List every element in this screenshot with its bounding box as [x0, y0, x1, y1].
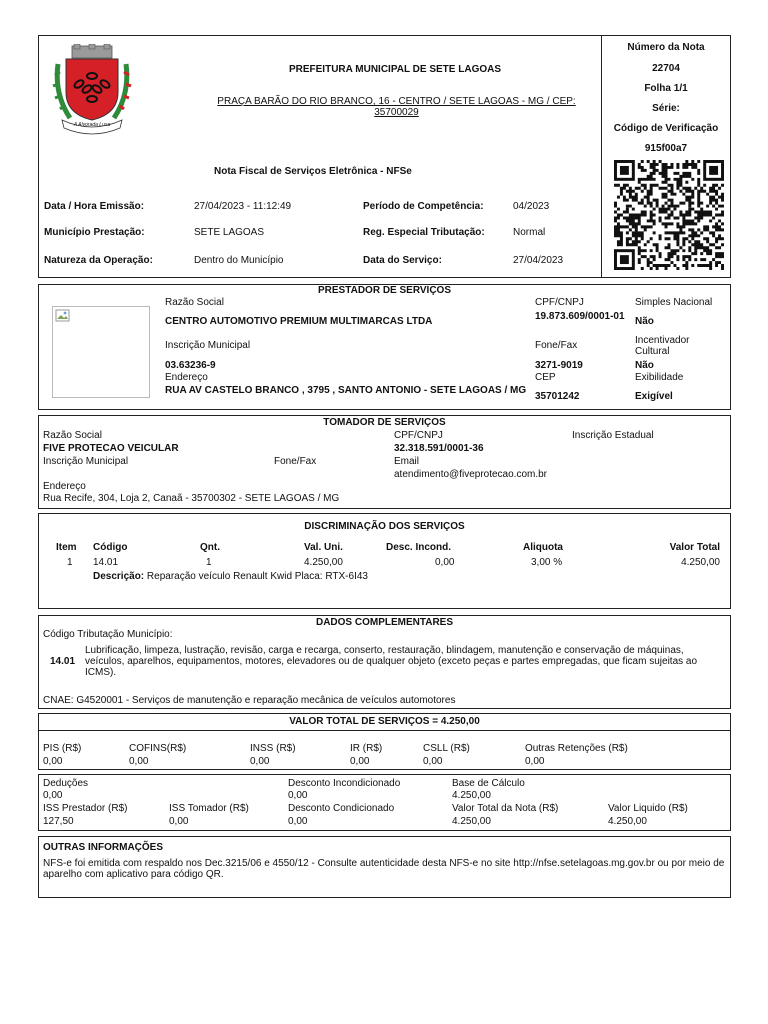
- outras-retencoes-label: Outras Retenções (R$): [525, 743, 628, 754]
- tomador-ie-label: Inscrição Estadual: [572, 430, 654, 441]
- exibilidade-label: Exibilidade: [635, 372, 684, 383]
- tomador-cpf-value: 32.318.591/0001-36: [394, 443, 484, 454]
- complementares-title: DADOS COMPLEMENTARES: [315, 617, 454, 628]
- numero-nota-label: Número da Nota: [627, 42, 705, 53]
- incentivador-value: Não: [635, 360, 654, 371]
- prestador-razao-value: CENTRO AUTOMOTIVO PREMIUM MULTIMARCAS LTDA: [165, 316, 433, 327]
- broken-image-icon: [55, 309, 71, 323]
- row-valortotal: 4.250,00: [681, 557, 720, 568]
- totais-title: VALOR TOTAL DE SERVIÇOS = 4.250,00: [289, 716, 480, 727]
- col-header-valuni: Val. Uni.: [304, 542, 343, 553]
- prestador-razao-label: Razão Social: [165, 297, 224, 308]
- descricao-value: Reparação veículo Renault Kwid Placa: RTX-6I43: [146, 571, 368, 582]
- valor-nota-label: Valor Total da Nota (R$): [452, 803, 559, 814]
- row-valuni: 4.250,00: [304, 557, 343, 568]
- iss-tomador-value: 0,00: [169, 816, 189, 827]
- desc-incond-value: 0,00: [288, 790, 308, 801]
- desc-cond-value: 0,00: [288, 816, 308, 827]
- tomador-razao-value: FIVE PROTECAO VEICULAR: [43, 443, 179, 454]
- col-header-qnt: Qnt.: [200, 542, 220, 553]
- qr-code: [614, 160, 726, 270]
- valor-liquido-value: 4.250,00: [608, 816, 647, 827]
- prestador-endereco-value: RUA AV CASTELO BRANCO , 3795 , SANTO ANTONIO - SETE LAGOAS / MG: [165, 385, 527, 396]
- prestador-cpf-value: 19.873.609/0001-01: [535, 311, 625, 322]
- ir-label: IR (R$): [350, 743, 383, 754]
- data-servico-value: 27/04/2023: [513, 255, 564, 266]
- cnae: CNAE: G4520001 - Serviços de manutenção e reparação mecânica de veículos automotores: [43, 695, 456, 706]
- exibilidade-value: Exigível: [635, 391, 673, 402]
- csll-label: CSLL (R$): [423, 743, 470, 754]
- natureza-label: Natureza da Operação:: [44, 255, 153, 266]
- simples-label: Simples Nacional: [635, 297, 713, 308]
- prestador-cep-value: 35701242: [535, 391, 580, 402]
- outras-title: OUTRAS INFORMAÇÕES: [43, 842, 163, 853]
- col-header-item: Item: [56, 542, 77, 553]
- iss-prestador-value: 127,50: [43, 816, 74, 827]
- numero-nota-value: 22704: [652, 63, 680, 74]
- col-header-codigo: Código: [93, 542, 128, 553]
- row-codigo: 14.01: [93, 557, 119, 568]
- emissao-value: 27/04/2023 - 11:12:49: [194, 201, 292, 212]
- prestador-endereco-label: Endereço: [165, 372, 208, 383]
- prestador-cpf-label: CPF/CNPJ: [535, 297, 584, 308]
- ir-value: 0,00: [350, 756, 370, 767]
- data-servico-label: Data do Serviço:: [363, 255, 442, 266]
- tomador-fone-label: Fone/Fax: [274, 456, 317, 467]
- municipio-value: SETE LAGOAS: [194, 227, 265, 238]
- city-coat-of-arms: [52, 44, 132, 136]
- valor-nota-value: 4.250,00: [452, 816, 491, 827]
- tomador-im-label: Inscrição Municipal: [43, 456, 129, 467]
- base-calculo-label: Base de Cálculo: [452, 778, 525, 789]
- descricao-label: Descrição:: [93, 571, 145, 582]
- desc-cond-label: Desconto Condicionado: [288, 803, 395, 814]
- cofins-value: 0,00: [129, 756, 149, 767]
- iss-tomador-label: ISS Tomador (R$): [169, 803, 249, 814]
- desc-incond-label: Desconto Incondicionado: [288, 778, 401, 789]
- natureza-value: Dentro do Município: [194, 255, 284, 266]
- prestador-im-value: 03.63236-9: [165, 360, 216, 371]
- tomador-email-value: atendimento@fiveprotecao.com.br: [394, 469, 548, 480]
- descricao-line: [93, 571, 368, 582]
- col-header-desc: Desc. Incond.: [386, 542, 452, 553]
- col-header-valortotal: Valor Total: [669, 542, 720, 553]
- regime-label: Reg. Especial Tributação:: [363, 227, 485, 238]
- coat-of-arms-motto: A Alvorada Lusa: [73, 122, 111, 128]
- competencia-label: Período de Competência:: [363, 201, 484, 212]
- org-address: PRAÇA BARÃO DO RIO BRANCO, 16 - CENTRO / SETE LAGOAS - MG / CEP: 35700029: [217, 96, 576, 118]
- prestador-fone-label: Fone/Fax: [535, 340, 578, 351]
- inss-label: INSS (R$): [250, 743, 296, 754]
- iss-prestador-label: ISS Prestador (R$): [43, 803, 128, 814]
- row-desc: 0,00: [435, 557, 455, 568]
- prestador-logo-placeholder: [52, 306, 150, 398]
- totais-divider: [38, 730, 731, 731]
- deducoes-value: 0,00: [43, 790, 63, 801]
- outras-retencoes-value: 0,00: [525, 756, 545, 767]
- prestador-fone-value: 3271-9019: [535, 360, 583, 371]
- regime-value: Normal: [513, 227, 546, 238]
- codigo-verificacao-label: Código de Verificação: [613, 123, 719, 134]
- prestador-cep-label: CEP: [535, 372, 556, 383]
- competencia-value: 04/2023: [513, 201, 550, 212]
- cod-trib-code: 14.01: [50, 656, 76, 667]
- row-qnt: 1: [206, 557, 212, 568]
- prestador-title: PRESTADOR DE SERVIÇOS: [318, 285, 451, 296]
- tomador-endereco-label: Endereço: [43, 481, 86, 492]
- cofins-label: COFINS(R$): [129, 743, 187, 754]
- cod-trib-desc: Lubrificação, limpeza, lustração, revisão, carga e recarga, conserto, restauração, blindagem, manutenção e conservação de máquinas, veículos, aparelhos, equipamentos, motores, elevadores ou de qualquer objeto (exceto peças e partes empregadas, que ficam sujeitas ao ICMS).: [85, 645, 698, 678]
- doc-title: Nota Fiscal de Serviços Eletrônica - NFSe: [214, 166, 412, 177]
- municipio-label: Município Prestação:: [44, 227, 145, 238]
- base-calculo-value: 4.250,00: [452, 790, 491, 801]
- prestador-im-label: Inscrição Municipal: [165, 340, 251, 351]
- outras-text: NFS-e foi emitida com respaldo nos Dec.3215/06 e 4550/12 - Consulte autenticidade desta NFS-e no site http://nfse.setelagoas.mg.gov.br ou por meio de aparelho com aplicativo para código QR.: [43, 858, 725, 880]
- incentivador-label: Incentivador Cultural: [635, 335, 690, 357]
- simples-value: Não: [635, 316, 654, 327]
- codigo-verificacao-value: 915f00a7: [644, 143, 688, 154]
- org-name: PREFEITURA MUNICIPAL DE SETE LAGOAS: [288, 64, 502, 75]
- row-aliquota: 3,00 %: [531, 557, 563, 568]
- tomador-endereco-value: Rua Recife, 304, Loja 2, Canaã - 35700302 - SETE LAGOAS / MG: [43, 493, 340, 504]
- pis-label: PIS (R$): [43, 743, 82, 754]
- cod-trib-label: Código Tributação Município:: [43, 629, 173, 640]
- inss-value: 0,00: [250, 756, 270, 767]
- row-item: 1: [67, 557, 73, 568]
- emissao-label: Data / Hora Emissão:: [44, 201, 145, 212]
- col-header-aliquota: Aliquota: [523, 542, 563, 553]
- tomador-email-label: Email: [394, 456, 420, 467]
- tomador-cpf-label: CPF/CNPJ: [394, 430, 443, 441]
- servicos-title: DISCRIMINAÇÃO DOS SERVIÇOS: [304, 521, 465, 532]
- tomador-razao-label: Razão Social: [43, 430, 102, 441]
- serie-label: Série:: [652, 103, 680, 114]
- csll-value: 0,00: [423, 756, 443, 767]
- folha: Folha 1/1: [644, 83, 688, 94]
- valor-liquido-label: Valor Liquido (R$): [608, 803, 688, 814]
- pis-value: 0,00: [43, 756, 63, 767]
- tomador-title: TOMADOR DE SERVIÇOS: [323, 417, 446, 428]
- deducoes-label: Deduções: [43, 778, 89, 789]
